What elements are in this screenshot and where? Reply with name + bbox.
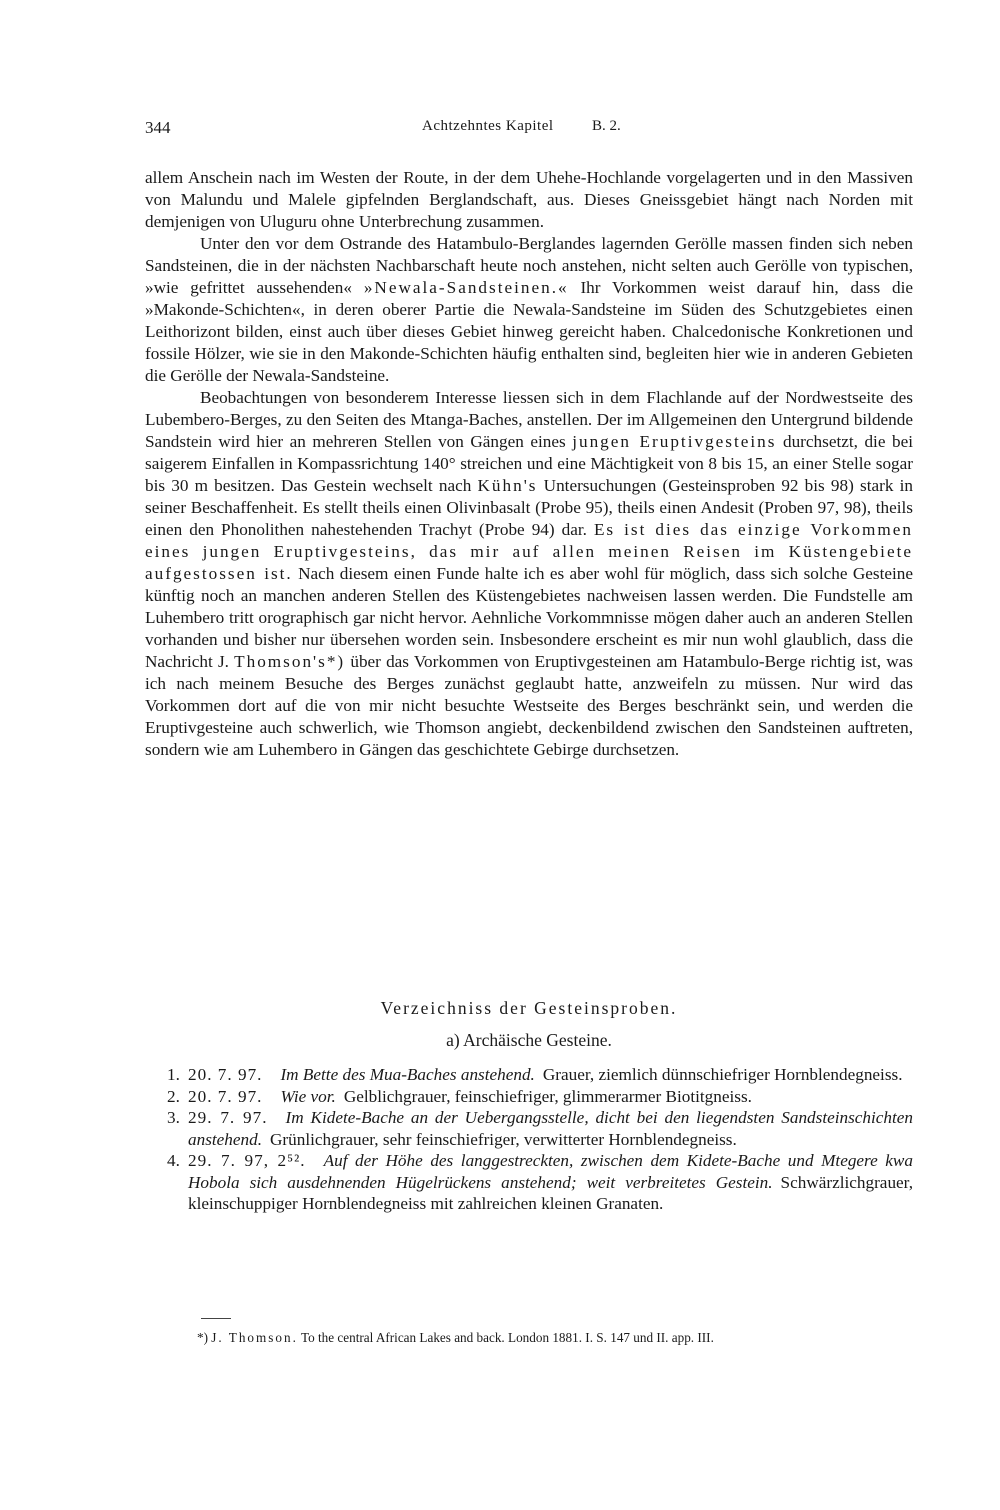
section-title: Verzeichniss der Gesteinsproben.: [380, 998, 678, 1018]
sample-location: Im Kidete-Bache an der Uebergangsstelle, dicht bei den liegendsten Sandsteinschichten anstehend.: [188, 1108, 914, 1149]
spaced-term: jungen Eruptivgesteins: [572, 432, 777, 451]
sample-location: Auf der Höhe des langgestreckten, zwischen dem Kidete-Bache und Mtegere kwa Hobola sich ausdehnenden Hügelrückens anstehend; weit verbreitetes Gestein.: [188, 1151, 913, 1192]
spaced-term: »Newala-Sandsteinen.«: [363, 278, 569, 297]
paragraph-3-text-c: Untersuchungen (Gesteinsproben 92 bis 98) stark in seiner Beschaffenheit. Es stellt theils einen Olivinbasalt (Probe 95), theils einen Andesit (Proben 97, 98), theils einen den Phonolithen nahestehenden Trachyt (Probe 94) dar.: [145, 476, 913, 539]
sample-date: 29. 7. 97, 2⁵².: [188, 1151, 306, 1170]
list-item: [145, 1150, 913, 1215]
spaced-emphasis: Es ist dies das einzige Vorkommen eines jungen Eruptivgesteins, das mir auf allen meinen Reisen im Küstengebiete aufgestossen ist.: [145, 520, 913, 583]
footnote-mark: *): [197, 1330, 208, 1345]
paragraph-3-text-e: über das Vorkommen von Eruptivgesteinen am Hatambulo-Berge richtig ist, was ich nach meinem Besuche des Berges zunächst geglaubt hatte, anzweifeln zu müssen. Nur wird das Vorkommen dort auf die von mir nicht besuchte Westseite des Berges beschränkt sein, und werden die Eruptivgesteine auch schwerlich, wie Thomson angiebt, deckenbildend zwischen den Sandsteinen auftreten, sondern wie am Luhembero in Gängen das geschichtete Gebirge durchsetzen.: [145, 652, 913, 759]
paragraph-1: allem Anschein nach im Westen der Route, in der dem Uhehe-Hochlande vorgelagerten und in den Massiven von Malundu und Malele gipfelnden Berglandschaft, aus. Dieses Gneissgebiet hängt nach Norden mit demjenigen von Uluguru ohne Unterbrechung zusammen.: [145, 168, 913, 231]
sample-date: 20. 7. 97.: [188, 1065, 263, 1084]
paragraph-2: [145, 233, 913, 387]
sample-date: 20. 7. 97.: [188, 1086, 263, 1106]
spaced-name: Thomson's*): [234, 652, 346, 671]
list-item: [145, 1107, 913, 1150]
spaced-name: Kühn's: [477, 476, 538, 495]
sample-number: 4.: [167, 1151, 180, 1170]
sample-description: Grünlichgrauer, sehr feinschiefriger, verwitterter Hornblendegneiss.: [270, 1129, 737, 1149]
sample-number: 1.: [167, 1065, 180, 1084]
sample-number: 2.: [167, 1086, 180, 1106]
list-item: [145, 1086, 913, 1108]
paragraph-3-text-a: Beobachtungen von besonderem Interesse liessen sich in dem Flachlande auf der Nordwestseite des Lubembero-Berges, zu den Seiten des Mtanga-Baches, anstellen. Der im Allgemeinen den Untergrund bildende Sandstein wird hier an mehreren Stellen von Gängen eines: [145, 388, 913, 451]
running-section: B. 2.: [592, 118, 621, 134]
list-item: [145, 1064, 913, 1086]
footnote-divider: [201, 1318, 231, 1319]
page-number: 344: [145, 118, 171, 137]
running-title: Achtzehntes Kapitel: [422, 118, 554, 134]
sample-list: [145, 1064, 913, 1215]
subsection-title: a) Archäische Gesteine.: [446, 1030, 612, 1050]
paragraph-3-text-b: durchsetzt, die bei saigerem Einfallen in Kompassrichtung 140° streichen und eine Mächtigkeit von 8 bis 15, an einer Stelle sogar bis 30 m besitzen. Das Gestein wechselt nach: [145, 432, 913, 495]
footnote-text: To the central African Lakes and back. London 1881. I. S. 147 und II. app. III.: [300, 1330, 714, 1345]
sample-date: 29. 7. 97.: [188, 1108, 268, 1127]
paragraph-3-text-d: Nach diesem einen Funde halte ich es aber wohl für möglich, dass sich solche Gesteine künftig noch an manchen anderen Stellen des Küstengebietes nachweisen lassen werden. Die Fundstelle am Luhembero tritt orographisch gar nicht hervor. Aehnliche Vorkommnisse mögen daher auch an anderen Stellen vorhanden und bisher nur übersehen worden sein. Insbesondere erscheint es mir nun wohl glaublich, dass die Nachricht J.: [145, 564, 913, 671]
sample-description: Grauer, ziemlich dünnschiefriger Hornblendegneiss.: [542, 1065, 903, 1084]
footnote-author: J. Thomson.: [211, 1330, 298, 1345]
body-text: [145, 167, 913, 761]
sample-number: 3.: [167, 1108, 180, 1127]
page-header: [145, 118, 913, 140]
paragraph-2-text-a: Unter den vor dem Ostrande des Hatambulo-Berglandes lagernden Gerölle massen finden sich neben Sandsteinen, die in der nächsten Nachbarschaft heute noch anstehen, nicht selten auch Gerölle von typischen, »wie gefrittet aussehenden«: [145, 234, 913, 297]
paragraph-2-text-b: Ihr Vorkommen weist darauf hin, dass die »Makonde-Schichten«, in deren oberer Partie die Newala-Sandsteine im Süden des Schutzgebietes einen Leithorizont bilden, einst auch über dieses Gebiet hinweg gereicht haben. Chalcedonische Konkretionen und fossile Hölzer, wie sie in den Makonde-Schichten häufig enthalten sind, begleiten hier wie in anderen Gebieten die Gerölle der Newala-Sandsteine.: [145, 278, 913, 385]
paragraph-3: [145, 387, 913, 761]
sample-description: Gelblichgrauer, feinschiefriger, glimmerarmer Biotitgneiss.: [343, 1086, 752, 1106]
sample-location: Wie vor.: [280, 1086, 336, 1106]
sample-location: Im Bette des Mua-Baches anstehend.: [280, 1065, 535, 1084]
footnote: [145, 1328, 913, 1348]
sample-description: Schwärzlichgrauer, kleinschuppiger Hornblendegneiss mit zahlreichen kleinen Granaten.: [188, 1172, 913, 1213]
